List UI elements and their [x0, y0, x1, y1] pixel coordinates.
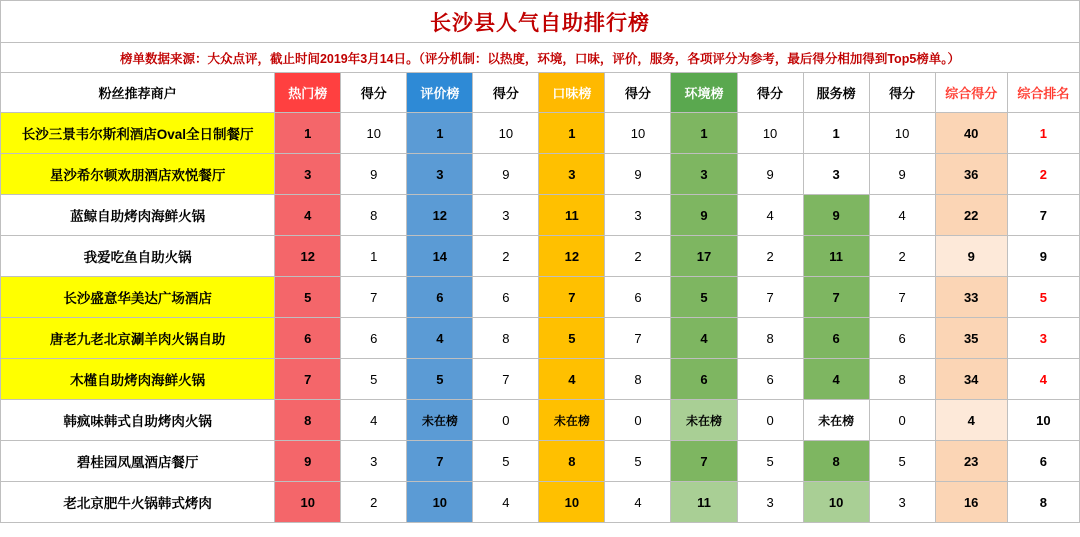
table-row	[1, 195, 1080, 236]
overall-rank: 8	[1007, 482, 1079, 523]
table-row	[1, 482, 1080, 523]
overall-rank: 3	[1007, 318, 1079, 359]
service-score: 4	[869, 195, 935, 236]
env-score: 4	[737, 195, 803, 236]
review-score: 7	[473, 359, 539, 400]
env-score: 9	[737, 154, 803, 195]
table-row	[1, 154, 1080, 195]
service-score: 9	[869, 154, 935, 195]
review-rank: 未在榜	[407, 400, 473, 441]
overall-rank: 4	[1007, 359, 1079, 400]
env-score: 10	[737, 113, 803, 154]
review-score: 10	[473, 113, 539, 154]
taste-rank: 1	[539, 113, 605, 154]
taste-score: 5	[605, 441, 671, 482]
review-rank: 6	[407, 277, 473, 318]
service-score: 8	[869, 359, 935, 400]
column-header-review: 评价榜	[407, 73, 473, 113]
review-rank: 14	[407, 236, 473, 277]
total-score: 16	[935, 482, 1007, 523]
hot-rank: 12	[275, 236, 341, 277]
service-score: 7	[869, 277, 935, 318]
env-score: 7	[737, 277, 803, 318]
column-header-merchant: 粉丝推荐商户	[1, 73, 275, 113]
service-rank: 11	[803, 236, 869, 277]
env-score: 6	[737, 359, 803, 400]
total-score: 9	[935, 236, 1007, 277]
overall-rank: 1	[1007, 113, 1079, 154]
taste-score: 0	[605, 400, 671, 441]
overall-rank: 2	[1007, 154, 1079, 195]
env-rank: 4	[671, 318, 737, 359]
review-rank: 3	[407, 154, 473, 195]
merchant-name: 老北京肥牛火锅韩式烤肉	[1, 482, 275, 523]
overall-rank: 5	[1007, 277, 1079, 318]
env-rank: 11	[671, 482, 737, 523]
table-row	[1, 236, 1080, 277]
env-rank: 未在榜	[671, 400, 737, 441]
taste-rank: 5	[539, 318, 605, 359]
table-row	[1, 359, 1080, 400]
total-score: 40	[935, 113, 1007, 154]
hot-rank: 7	[275, 359, 341, 400]
service-rank: 1	[803, 113, 869, 154]
merchant-name: 长沙三景韦尔斯利酒店Oval全日制餐厅	[1, 113, 275, 154]
env-score: 8	[737, 318, 803, 359]
service-rank: 6	[803, 318, 869, 359]
review-rank: 4	[407, 318, 473, 359]
service-rank: 8	[803, 441, 869, 482]
column-header-total-score: 综合得分	[935, 73, 1007, 113]
taste-rank: 3	[539, 154, 605, 195]
hot-score: 2	[341, 482, 407, 523]
column-header-environment: 环境榜	[671, 73, 737, 113]
column-header-serv-score: 得分	[869, 73, 935, 113]
hot-score: 8	[341, 195, 407, 236]
taste-rank: 4	[539, 359, 605, 400]
table-row	[1, 277, 1080, 318]
service-rank: 未在榜	[803, 400, 869, 441]
env-score: 5	[737, 441, 803, 482]
table-row	[1, 400, 1080, 441]
column-header-taste: 口味榜	[539, 73, 605, 113]
hot-rank: 5	[275, 277, 341, 318]
review-score: 0	[473, 400, 539, 441]
service-score: 6	[869, 318, 935, 359]
hot-rank: 3	[275, 154, 341, 195]
review-rank: 5	[407, 359, 473, 400]
merchant-name: 韩疯味韩式自助烤肉火锅	[1, 400, 275, 441]
review-score: 6	[473, 277, 539, 318]
taste-score: 2	[605, 236, 671, 277]
taste-rank: 12	[539, 236, 605, 277]
service-rank: 3	[803, 154, 869, 195]
review-rank: 7	[407, 441, 473, 482]
taste-score: 8	[605, 359, 671, 400]
title-row	[1, 1, 1080, 43]
service-rank: 4	[803, 359, 869, 400]
merchant-name: 唐老九老北京涮羊肉火锅自助	[1, 318, 275, 359]
env-rank: 1	[671, 113, 737, 154]
hot-score: 7	[341, 277, 407, 318]
merchant-name: 长沙盛意华美达广场酒店	[1, 277, 275, 318]
env-rank: 9	[671, 195, 737, 236]
table-row	[1, 441, 1080, 482]
review-score: 3	[473, 195, 539, 236]
taste-rank: 7	[539, 277, 605, 318]
hot-rank: 10	[275, 482, 341, 523]
page-title: 长沙县人气自助排行榜	[1, 1, 1080, 43]
review-score: 2	[473, 236, 539, 277]
merchant-name: 星沙希尔顿欢朋酒店欢悦餐厅	[1, 154, 275, 195]
column-header-overall-rank: 综合排名	[1007, 73, 1079, 113]
env-rank: 6	[671, 359, 737, 400]
column-header-env-score: 得分	[737, 73, 803, 113]
column-header-hot-score: 得分	[341, 73, 407, 113]
env-rank: 5	[671, 277, 737, 318]
review-rank: 10	[407, 482, 473, 523]
env-rank: 3	[671, 154, 737, 195]
merchant-name: 碧桂园凤凰酒店餐厅	[1, 441, 275, 482]
review-rank: 12	[407, 195, 473, 236]
review-score: 4	[473, 482, 539, 523]
table-header-row	[1, 73, 1080, 113]
overall-rank: 6	[1007, 441, 1079, 482]
total-score: 33	[935, 277, 1007, 318]
hot-score: 3	[341, 441, 407, 482]
total-score: 23	[935, 441, 1007, 482]
hot-rank: 1	[275, 113, 341, 154]
taste-score: 4	[605, 482, 671, 523]
service-rank: 7	[803, 277, 869, 318]
note-row	[1, 43, 1080, 73]
taste-score: 6	[605, 277, 671, 318]
table-row	[1, 113, 1080, 154]
hot-score: 4	[341, 400, 407, 441]
service-rank: 9	[803, 195, 869, 236]
hot-score: 1	[341, 236, 407, 277]
service-score: 10	[869, 113, 935, 154]
taste-score: 10	[605, 113, 671, 154]
review-score: 9	[473, 154, 539, 195]
service-score: 2	[869, 236, 935, 277]
env-score: 3	[737, 482, 803, 523]
hot-rank: 4	[275, 195, 341, 236]
taste-rank: 未在榜	[539, 400, 605, 441]
service-score: 3	[869, 482, 935, 523]
review-score: 8	[473, 318, 539, 359]
hot-score: 9	[341, 154, 407, 195]
total-score: 22	[935, 195, 1007, 236]
service-score: 5	[869, 441, 935, 482]
overall-rank: 7	[1007, 195, 1079, 236]
total-score: 36	[935, 154, 1007, 195]
column-header-service: 服务榜	[803, 73, 869, 113]
review-score: 5	[473, 441, 539, 482]
total-score: 4	[935, 400, 1007, 441]
taste-rank: 10	[539, 482, 605, 523]
column-header-review-score: 得分	[473, 73, 539, 113]
hot-rank: 9	[275, 441, 341, 482]
source-note: 榜单数据来源：大众点评，截止时间2019年3月14日。（评分机制：以热度，环境，口味，评价，服务，各项评分为参考，最后得分相加得到Top5榜单。）	[1, 43, 1080, 73]
merchant-name: 蓝鲸自助烤肉海鲜火锅	[1, 195, 275, 236]
service-score: 0	[869, 400, 935, 441]
table-row	[1, 318, 1080, 359]
env-rank: 7	[671, 441, 737, 482]
overall-rank: 9	[1007, 236, 1079, 277]
taste-rank: 8	[539, 441, 605, 482]
env-rank: 17	[671, 236, 737, 277]
hot-score: 5	[341, 359, 407, 400]
hot-rank: 8	[275, 400, 341, 441]
review-rank: 1	[407, 113, 473, 154]
column-header-taste-score: 得分	[605, 73, 671, 113]
hot-score: 10	[341, 113, 407, 154]
column-header-hot: 热门榜	[275, 73, 341, 113]
merchant-name: 我爱吃鱼自助火锅	[1, 236, 275, 277]
taste-score: 9	[605, 154, 671, 195]
overall-rank: 10	[1007, 400, 1079, 441]
hot-rank: 6	[275, 318, 341, 359]
taste-rank: 11	[539, 195, 605, 236]
env-score: 0	[737, 400, 803, 441]
total-score: 35	[935, 318, 1007, 359]
taste-score: 7	[605, 318, 671, 359]
hot-score: 6	[341, 318, 407, 359]
env-score: 2	[737, 236, 803, 277]
taste-score: 3	[605, 195, 671, 236]
total-score: 34	[935, 359, 1007, 400]
service-rank: 10	[803, 482, 869, 523]
merchant-name: 木槿自助烤肉海鲜火锅	[1, 359, 275, 400]
